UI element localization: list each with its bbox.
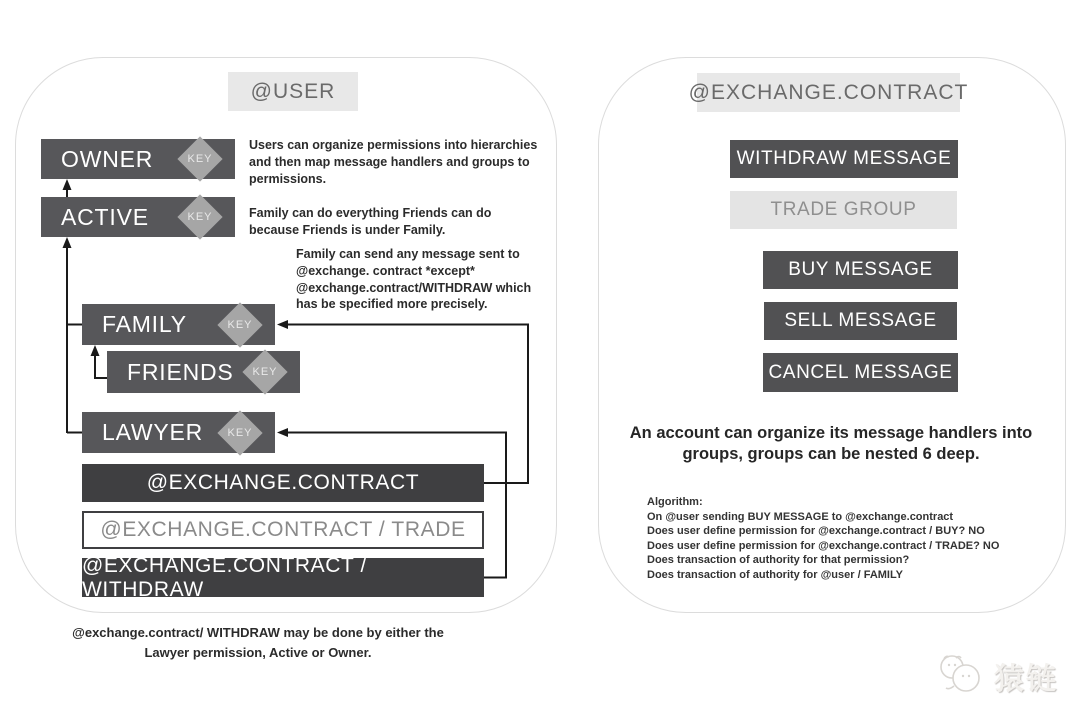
- key-badge: KEY: [217, 410, 263, 456]
- monkey-chain-icon: [932, 650, 994, 702]
- algorithm-line: Does user define permission for @exchange.contract / BUY? NO: [647, 525, 985, 537]
- permission-label: FAMILY: [102, 311, 187, 337]
- exchange-panel-title: [688, 73, 969, 112]
- groups-heading: An account can organize its message handlers into groups, groups can be nested 6 deep.: [629, 424, 1033, 464]
- user-panel-title-label: @USER: [250, 79, 336, 103]
- handler-label: TRADE GROUP: [770, 199, 917, 220]
- handler-label: CANCEL MESSAGE: [768, 361, 953, 383]
- withdraw-caption: @exchange.contract/ WITHDRAW may be done by either the Lawyer permission, Active or Owner.: [72, 625, 444, 660]
- contract-box-trade: [82, 511, 484, 549]
- permission-label: ACTIVE: [61, 203, 149, 230]
- handler-box-trade-group: [730, 191, 957, 229]
- watermark: [932, 648, 1062, 704]
- algorithm-label: Algorithm:: [647, 496, 703, 508]
- handler-box-sell-message: [764, 302, 957, 340]
- handler-label: WITHDRAW MESSAGE: [736, 148, 952, 169]
- note-hierarchies: Users can organize permissions into hierarchies and then map message handlers and groups to permissions.: [249, 138, 538, 186]
- permission-box-active: [41, 197, 235, 237]
- permission-label: FRIENDS: [127, 358, 234, 385]
- algorithm-line: Does user define permission for @exchange.contract / TRADE? NO: [647, 539, 1000, 552]
- permission-box-lawyer: [82, 412, 275, 453]
- permission-label: OWNER: [61, 145, 154, 172]
- key-badge: KEY: [242, 349, 288, 395]
- contract-label: @EXCHANGE.CONTRACT / WITHDRAW: [82, 553, 367, 601]
- contract-label: @EXCHANGE.CONTRACT / TRADE: [100, 518, 466, 541]
- key-badge: KEY: [177, 136, 223, 182]
- watermark-text: 猿链: [994, 663, 1058, 696]
- key-badge: KEY: [217, 302, 263, 348]
- contract-box-exchange: [82, 464, 484, 502]
- handler-label: BUY MESSAGE: [788, 259, 933, 280]
- note-family-friends: Family can do everything Friends can do because Friends is under Family.: [249, 206, 492, 237]
- algorithm-line: On @user sending BUY MESSAGE to @exchange.contract: [647, 510, 954, 523]
- permission-box-family: [82, 304, 275, 345]
- user-panel-title: [228, 72, 358, 111]
- handler-box-buy-message: [763, 251, 958, 289]
- key-badge: KEY: [177, 194, 223, 240]
- note-family-except: Family can send any message sent to @exchange. contract *except* @exchange.contract/WITHDRAW which has be specified more precisely.: [296, 247, 532, 312]
- contract-box-withdraw: [82, 553, 484, 601]
- handler-label: SELL MESSAGE: [784, 310, 937, 331]
- permission-box-friends: [107, 351, 300, 393]
- algorithm-line: Does transaction of authority for that permission?: [647, 554, 910, 566]
- handler-box-withdraw-message: [730, 140, 958, 178]
- handler-box-cancel-message: [763, 353, 958, 392]
- algorithm-block: [647, 495, 1037, 582]
- contract-label: @EXCHANGE.CONTRACT: [146, 471, 420, 494]
- permission-label: LAWYER: [102, 419, 204, 445]
- permission-box-owner: [41, 139, 235, 179]
- exchange-panel-title-label: @EXCHANGE.CONTRACT: [688, 80, 969, 104]
- algorithm-line: Does transaction of authority for @user / FAMILY: [647, 568, 904, 581]
